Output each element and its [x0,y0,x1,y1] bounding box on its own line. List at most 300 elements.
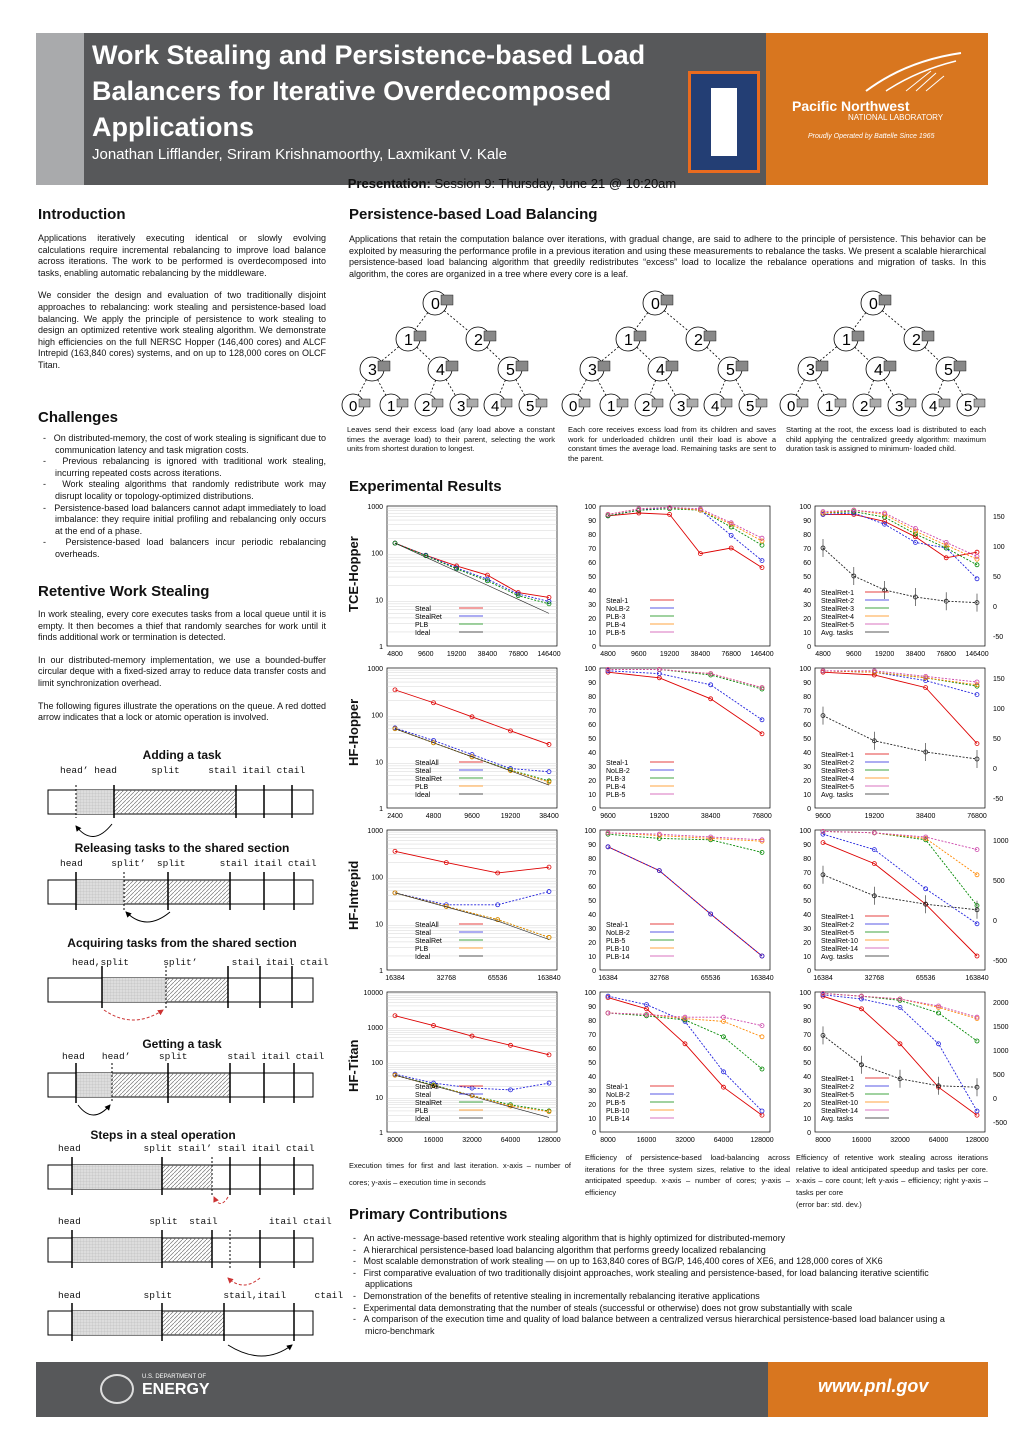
x-tick-label: 19200 [874,651,895,658]
tree-leaf-label: 2 [860,398,869,415]
legend-label: NoLB-2 [606,930,630,937]
legend-label: StealRet-1 [821,1076,855,1083]
poster-header [36,33,988,185]
x-tick-label: 9600 [815,813,831,820]
legend-label: Steal-1 [606,1084,629,1091]
y-tick-label: 70 [588,1032,596,1039]
y-tick-label: 70 [803,1032,811,1039]
y-tick-label: 80 [588,856,596,863]
tree-leaf-load [579,399,590,407]
legend-label: Steal-1 [606,760,629,767]
x-tick-label: 16384 [813,975,833,982]
tree-node-label: 0 [431,296,440,313]
queue-steal-3 [48,1303,313,1356]
queue-labels-3: head,split split’ stail itail ctail [72,957,329,968]
y-tick-label: 20 [803,778,811,785]
chart-frame [387,506,557,646]
y-tick-label: 40 [803,750,811,757]
y-tick-label: 40 [588,1074,596,1081]
x-tick-label: 38400 [477,651,498,658]
y-tick-label: 20 [803,940,811,947]
x-tick-label: 32000 [462,1137,482,1144]
queue-add [48,785,313,837]
chart-tce-hopper-plb [584,504,773,658]
y2-tick-label: 50 [993,574,1001,581]
y-tick-label: 10 [375,1095,383,1102]
results-caption-3: Efficiency of retentive work stealing across iterations relative to ideal anticipated speedup and tasks per core. x-axis – core count; left y-axis – efficiency; right y-axis – tasks per core [796,1153,988,1197]
x-tick-label: 65536 [487,975,508,982]
contribution-item: - A comparison of the execution time and quality of load balance between a centralized versus hierarchical persistence-based load balancer using a micro-benchmark [348,1314,968,1337]
contribution-item: - Most scalable demonstration of work stealing — on up to 163,840 cores of BG/P, 146,400 cores of XE6, and 128,000 cores of XK6 [348,1256,968,1268]
intro-body [38,233,326,383]
tree-node-label: 3 [368,362,377,379]
x-tick-label: 128000 [965,1137,989,1144]
y-tick-label: 100 [799,828,811,835]
queue-labels-2: head split’ split stail itail ctail [60,858,317,869]
legend-label: StealRet-5 [821,930,855,937]
legend-label: PLB-5 [606,938,626,945]
queue-steal-1 [48,1157,313,1204]
y-tick-label: 10 [803,792,811,799]
tree-load-bar [879,295,891,305]
x-tick-label: 9600 [846,651,862,658]
legend-label: Steal-1 [606,922,629,929]
legend-label: StealRet-1 [821,590,855,597]
x-tick-label: 19200 [659,651,680,658]
presentation-label: Presentation: [347,176,431,191]
x-tick-label: 32768 [864,975,885,982]
y-tick-label: 10 [375,759,383,767]
tree-leaf-label: 0 [787,398,796,415]
challenge-item: - On distributed-memory, the cost of work stealing is significant due to communication latency and task migration costs. [38,433,326,456]
legend-label: PLB-3 [606,614,626,621]
legend-label: StealRet-5 [821,622,855,629]
chart-hf-hopper-time [367,666,558,820]
y-tick-label: 80 [803,1018,811,1025]
y2-tick-label: 0 [993,604,997,611]
y-tick-label: 100 [371,1060,383,1067]
chart-frame [600,506,770,646]
y-tick-label: 0 [807,1130,811,1137]
y-tick-label: 70 [803,870,811,877]
tree-load-bar [378,361,390,371]
tree-node-label: 4 [436,362,445,379]
fig-adding-caption: Adding a task [142,748,222,762]
tree-leaf-label: 3 [457,398,466,415]
legend-label: Steal-1 [606,598,629,605]
y-tick-label: 10 [375,921,383,929]
rws-heading: Retentive Work Stealing [38,583,210,600]
tree-load-bar [852,331,864,341]
pblb-caption-2: Each core receives excess load from its children and saves work for underloaded children until their load is above a constant times the average load. Remaining tasks are sent to the parent. [568,425,776,463]
legend-label: Steal [415,1092,431,1099]
x-tick-label: 163840 [750,975,774,982]
y-tick-label: 60 [803,884,811,891]
y-tick-label: 90 [588,1004,596,1011]
tree-leaf-load [467,399,478,407]
tree-leaf-label: 2 [642,398,651,415]
x-tick-label: 16384 [598,975,618,982]
legend-label: StealRet-5 [821,784,855,791]
legend-label: StealRet-1 [821,914,855,921]
rws-body [38,609,326,735]
y-tick-label: 20 [588,778,596,785]
legend-label: PLB-5 [606,792,626,799]
x-tick-label: 38400 [915,813,936,820]
chart-hf-titan-plb [584,990,773,1144]
challenge-item: - Work stealing algorithms that randomly redistribute work may disrupt locality or topology-optimized distributions. [38,479,326,502]
y-tick-label: 40 [803,912,811,919]
y-tick-label: 80 [803,856,811,863]
tree-node-label: 0 [869,296,878,313]
x-tick-label: 9600 [600,813,616,820]
pblb-tree-diagrams [340,287,990,422]
y-tick-label: 30 [803,602,811,609]
chart-frame [387,830,557,970]
legend-label: PLB [415,1108,429,1115]
x-tick-label: 76800 [721,651,741,658]
chart-hf-titan-time [364,990,561,1144]
legend-label: StealRet-2 [821,760,855,767]
pblb-caption-1: Leaves send their excess load (any load above a constant times the average load) to their parent, selecting the work units from shortest duration to longest. [347,425,555,453]
x-tick-label: 16000 [636,1137,657,1144]
y-tick-label: 70 [588,870,596,877]
x-tick-label: 32000 [890,1137,910,1144]
y-tick-label: 40 [588,588,596,595]
y-tick-label: 40 [588,912,596,919]
contribution-item: - A hierarchical persistence-based load balancing algorithm that performs greedy localized rebalancing [348,1245,968,1257]
y-tick-label: 1 [379,968,383,975]
x-tick-label: 146400 [750,651,774,658]
y-tick-label: 70 [803,708,811,715]
y2-tick-label: -50 [993,634,1004,641]
experimental-heading: Experimental Results [349,478,502,495]
challenge-item: - Persistence-based load balancers incur periodic rebalancing overheads. [38,537,326,560]
legend-label: StealRet-4 [821,776,855,783]
tree-2 [562,291,767,416]
tree-leaf-load [974,399,985,407]
x-tick-label: 38400 [690,651,711,658]
doe-seal-icon [100,1374,134,1404]
y-tick-label: 60 [803,722,811,729]
tree-leaf-label: 5 [746,398,755,415]
y-tick-label: 90 [803,1004,811,1011]
row-label-hf-intrepid: HF-Intrepid [346,860,361,930]
y-tick-label: 20 [588,1102,596,1109]
challenge-item: - Persistence-based load balancers cannot adapt immediately to load imbalance: they require initial profiling and rebalancing only occurs at the end of a phase. [38,503,326,538]
contributions-list [348,1233,968,1337]
tree-leaf-load [501,399,512,407]
y-tick-label: 10000 [363,990,383,997]
pnnl-swoosh-icon [856,51,966,96]
poster-title: Work Stealing and Persistence-based Load Balancers for Iterative Overdecomposed Applications [92,40,646,142]
tree-leaf-label: 1 [825,398,834,415]
y2-tick-label: 500 [993,878,1005,885]
fig-getting-caption: Getting a task [142,1037,222,1051]
tree-load-bar [484,331,496,341]
x-tick-label: 65536 [915,975,936,982]
x-tick-label: 38400 [700,813,721,820]
y-tick-label: 0 [592,1130,596,1137]
tree-leaf-label: 0 [349,398,358,415]
tree-node-label: 1 [624,332,633,349]
queue-release [48,872,313,922]
queue-labels-7: head split stail,itail ctail [58,1290,344,1301]
x-tick-label: 9600 [631,651,647,658]
y-tick-label: 90 [588,518,596,525]
legend-label: PLB-3 [606,776,626,783]
row-label-tce-hopper: TCE-Hopper [346,536,361,612]
doe-text-small: U.S. DEPARTMENT OF [142,1374,207,1380]
legend-label: StealAll [415,922,439,929]
queue-diagrams [38,760,328,1360]
tree-node-label: 3 [588,362,597,379]
tree-leaf-load [835,399,846,407]
y-tick-label: 100 [371,712,383,720]
y-tick-label: 50 [588,1060,596,1067]
fig-release-caption: Releasing tasks to the shared section [74,841,290,855]
tree-load-bar [884,361,896,371]
y-tick-label: 10 [588,954,596,961]
pnnl-name: Pacific Northwest [792,98,910,114]
legend-label: StealRet-14 [821,1108,858,1115]
queue-get [48,1063,313,1115]
tree-load-bar [516,361,528,371]
legend-label: PLB-14 [606,954,630,961]
queue-labels-6: head split stail itail ctail [58,1216,332,1227]
y-tick-label: 1 [379,644,383,651]
legend-label: StealRet-14 [821,946,858,953]
tree-node-label: 5 [726,362,735,379]
y-tick-label: 50 [803,898,811,905]
legend-label: Avg. tasks [821,630,854,637]
x-tick-label: 76800 [752,813,772,820]
results-caption-3b: (error bar: std. dev.) [796,1200,862,1209]
contribution-item: - First comparative evaluation of two traditionally disjoint approaches, work stealing and persistence-based, for load balancing iterative scientific applications [348,1268,968,1291]
y-tick-label: 80 [588,532,596,539]
y2-tick-label: 100 [993,706,1005,713]
y-tick-label: 1 [379,806,383,813]
tree-leaf-label: 4 [711,398,720,415]
y-tick-label: 50 [803,1060,811,1067]
x-tick-label: 64000 [500,1137,521,1144]
x-tick-label: 38400 [905,651,926,658]
legend-label: PLB-4 [606,784,626,791]
y2-tick-label: -50 [993,796,1004,803]
tree-node-label: 1 [842,332,851,349]
legend-label: NoLB-2 [606,606,630,613]
legend-label: StealRet-10 [821,938,858,945]
y-tick-label: 1000 [367,1025,383,1032]
row-label-hf-titan: HF-Titan [346,1039,361,1092]
legend-label: NoLB-2 [606,1092,630,1099]
x-tick-label: 8000 [600,1137,616,1144]
chart-hf-intrepid-time [367,828,560,982]
legend-label: Ideal [415,792,431,799]
x-tick-label: 19200 [446,651,467,658]
y-tick-label: 100 [584,504,596,511]
x-tick-label: 9600 [418,651,434,658]
x-tick-label: 4800 [815,651,831,658]
x-tick-label: 128000 [537,1137,561,1144]
legend-label: PLB-14 [606,1116,630,1123]
y-tick-label: 80 [588,1018,596,1025]
legend-label: StealRet [415,938,442,945]
tree-3 [780,291,985,416]
y-tick-label: 50 [588,736,596,743]
tree-load-bar [954,361,966,371]
tree-leaf-label: 4 [929,398,938,415]
tree-leaf-load [432,399,443,407]
legend-label: StealRet-3 [821,606,855,613]
y-tick-label: 100 [584,990,596,997]
tree-leaf-label: 5 [526,398,535,415]
y-tick-label: 60 [803,560,811,567]
tree-load-bar [922,331,934,341]
x-tick-label: 64000 [713,1137,734,1144]
y-tick-label: 90 [588,842,596,849]
x-tick-label: 4800 [387,651,403,658]
contribution-item: - An active-message-based retentive work stealing algorithm that is highly optimized for distributed-memory [348,1233,968,1245]
legend-label: PLB-5 [606,1100,626,1107]
y-tick-label: 90 [803,842,811,849]
legend-label: StealRet [415,1100,442,1107]
y-tick-label: 20 [588,616,596,623]
legend-label: NoLB-2 [606,768,630,775]
legend-label: PLB [415,622,429,629]
queue-labels-1: head’ head split stail itail ctail [60,765,306,776]
x-tick-label: 146400 [965,651,989,658]
chart-hf-titan-ws [799,990,1008,1144]
contributions-heading: Primary Contributions [349,1206,508,1223]
y-tick-label: 40 [588,750,596,757]
y-tick-label: 0 [592,806,596,813]
tree-node-label: 1 [404,332,413,349]
x-tick-label: 76800 [508,651,528,658]
y-tick-label: 50 [588,898,596,905]
pblb-body: Applications that retain the computation balance over iterations, with gradual change, are said to adhere to the principle of persistence. This behavior can be exploited by measuring the performance profile in a previous iteration and using these measurements to rebalance the tasks. We present a scalable hierarchical persistence-based load balancing algorithm that greedily redistributes “excess” load to localize the rebalance operations and migration of tasks. In this algorithm, the cores are organized in a tree where every core is a leaf. [349,234,986,279]
tree-load-bar [446,361,458,371]
y-tick-label: 10 [588,1116,596,1123]
legend-label: Steal [415,768,431,775]
y2-tick-label: 500 [993,1072,1005,1079]
legend-label: Steal [415,930,431,937]
y-tick-label: 90 [803,680,811,687]
legend-label: PLB-10 [606,946,630,953]
x-tick-label: 4800 [600,651,616,658]
tree-leaf-load [359,399,370,407]
pblb-caption-3: Starting at the root, the excess load is distributed to each child applying the centralized greedy algorithm: maximum duration task is assigned to minimum- loaded child. [786,425,986,453]
pnnl-lab: NATIONAL LABORATORY [848,113,944,122]
results-caption-2: Efficiency of persistence-based load-balancing across iterations for the three system sizes, relative to the ideal anticipated speedup. x-axis – number of cores; y-axis – efficiency [585,1153,790,1197]
chart-hf-hopper-ws [799,666,1004,820]
tree-node-label: 2 [474,332,483,349]
x-tick-label: 64000 [928,1137,949,1144]
y-tick-label: 30 [588,926,596,933]
tree-leaf-load [617,399,628,407]
doe-text-large: ENERGY [142,1381,210,1398]
rws-p1: In work stealing, every core executes tasks from a local queue until it is empty. It then becomes a thief that randomly searches for work until it finds additional work or termination is detected. [38,609,326,643]
y-tick-label: 100 [799,504,811,511]
intro-p2: We consider the design and evaluation of two traditionally disjoint approaches to rebalancing: work stealing and persistence-based load balancing. We apply the principle of persistence to work stealing to design an optimized retentive work stealing algorithm. We demonstrate high efficiencies on the full NERSC Hopper (146,400 cores) and ALCF Intrepid (163,840 cores) systems, and on up to 128,000 cores on OLCF Titan. [38,290,326,370]
tree-load-bar [441,295,453,305]
tree-load-bar [598,361,610,371]
pnnl-tagline: Proudly Operated by Battelle Since 1965 [808,133,935,140]
x-tick-label: 19200 [864,813,885,820]
tree-leaf-label: 4 [491,398,500,415]
tree-node-label: 5 [944,362,953,379]
x-tick-label: 19200 [500,813,521,820]
header-gray-band [36,33,84,185]
tree-leaf-load [756,399,767,407]
y-tick-label: 30 [588,764,596,771]
x-tick-label: 76800 [967,813,987,820]
legend-label: StealAll [415,1084,439,1091]
chart-frame [600,668,770,808]
legend-label: Steal [415,606,431,613]
y-tick-label: 30 [803,926,811,933]
y-tick-label: 100 [371,874,383,882]
x-tick-label: 16384 [385,975,405,982]
legend-label: StealRet-2 [821,598,855,605]
y2-tick-label: 2000 [993,1000,1009,1007]
contribution-item: - Demonstration of the benefits of retentive stealing in incrementally rebalancing iterative applications [348,1291,968,1303]
legend-label: Ideal [415,1116,431,1123]
tree-load-bar [736,361,748,371]
y-tick-label: 20 [588,940,596,947]
tree-load-bar [816,361,828,371]
legend-label: StealRet-3 [821,768,855,775]
y-tick-label: 50 [803,736,811,743]
intro-heading: Introduction [38,206,126,223]
y-tick-label: 90 [588,680,596,687]
legend-label: Ideal [415,954,431,961]
tree-load-bar [634,331,646,341]
fig-steal-caption: Steps in a steal operation [90,1128,236,1142]
chart-hf-intrepid-plb [584,828,773,982]
y2-tick-label: 0 [993,766,997,773]
y-tick-label: 100 [799,990,811,997]
y-tick-label: 100 [584,666,596,673]
y-tick-label: 70 [803,546,811,553]
poster-footer [36,1362,988,1417]
illinois-logo [688,71,760,173]
legend-label: StealRet-10 [821,1100,858,1107]
y2-tick-label: 150 [993,514,1005,521]
x-tick-label: 16000 [423,1137,444,1144]
intro-p1: Applications iteratively executing identical or slowly evolving calculations require incremental rebalancing to improve load balance across iterations. The work to be performed is overdecomposed into tasks, enabling automatic rebalancing by the middleware. [38,233,326,278]
pblb-heading: Persistence-based Load Balancing [349,206,598,223]
legend-label: StealRet-4 [821,614,855,621]
legend-label: PLB-10 [606,1108,630,1115]
tree-leaf-label: 3 [895,398,904,415]
y-tick-label: 80 [588,694,596,701]
y-tick-label: 50 [803,574,811,581]
challenge-item: - Previous rebalancing is ignored with traditional work stealing, incurring repeated costs across iterations. [38,456,326,479]
legend-label: PLB-4 [606,622,626,629]
tree-leaf-label: 3 [677,398,686,415]
footer-url: www.pnl.gov [818,1376,929,1396]
results-caption-1: Execution times for first and last iteration. x-axis – number of cores; y-axis – execution time in seconds [349,1161,571,1187]
row-label-hf-hopper: HF-Hopper [346,698,361,766]
y2-tick-label: 100 [993,544,1005,551]
tree-leaf-load [687,399,698,407]
y-tick-label: 10 [803,1116,811,1123]
tree-leaf-label: 1 [387,398,396,415]
y-tick-label: 10 [803,630,811,637]
legend-label: PLB-5 [606,630,626,637]
x-tick-label: 32768 [649,975,670,982]
